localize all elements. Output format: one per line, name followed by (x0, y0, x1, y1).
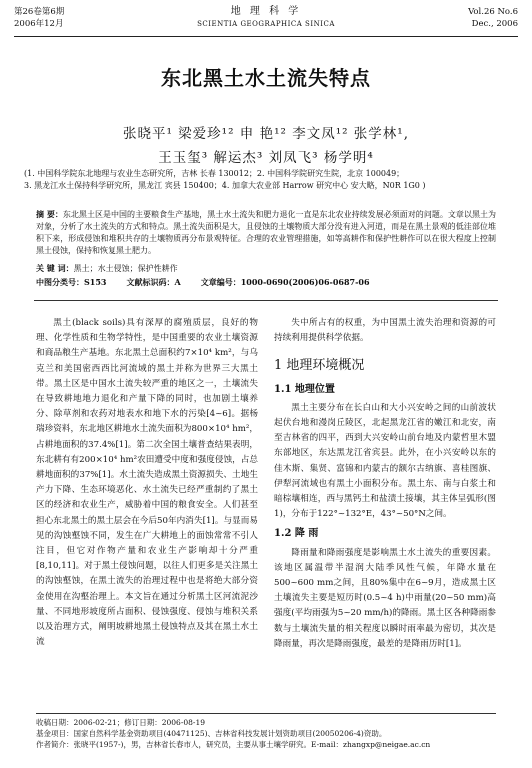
classification-info (36, 276, 496, 288)
funding-info: 基金项目：国家自然科学基金资助项目(40471125)、吉林省科技发展计划资助项目(20050206-4)资助。 (36, 729, 387, 738)
subsection-heading-1-1: 1.1 地理位置 (274, 383, 335, 395)
journal-name (14, 6, 518, 30)
footnotes (36, 713, 496, 750)
keywords-text: 黑土；水土侵蚀；保护性耕作 (73, 264, 178, 273)
body-column-left (36, 316, 258, 650)
journal-name-cn: 地 理 科 学 (230, 6, 302, 17)
abstract (36, 208, 496, 257)
affiliation-line-2: 3. 黑龙江水土保持科学研究所，黑龙江 宾县 150400；4. 加拿大农业部 Harrow 研究中心 安大略，N0R 1G0 ) (24, 181, 426, 190)
subsection-heading-1-2: 1.2 降 雨 (274, 528, 319, 540)
affiliation-line-1: (1. 中国科学院东北地理与农业生态研究所，吉林 长春 130012；2. 中国科学院研究生院，北京 100049； (24, 169, 405, 178)
abstract-label: 摘 要： (36, 209, 63, 219)
date-cn: 2006年12月 (14, 19, 64, 29)
body-column-right (274, 316, 496, 652)
running-header (14, 6, 518, 37)
rainfall-paragraph: 降雨量和降雨强度是影响黑土水土流失的重要因素。该地区属温带半湿润大陆季风性气候，年降水量在500~600 mm之间，且80%集中在6~9月，造成黑土区土壤流失主要是短历时(0.5~4 h)中雨量(20~50 mm)高强度(平均雨强为5~20 mm/h)的降雨。黑土区各种降雨参数与土壤流失量的相关程度以瞬时雨率最为密切，其次是降雨量，再次是降雨强度，最差的是降雨历时[1]。 (274, 547, 496, 649)
volume-number-en: Vol.26 No.6 (468, 7, 518, 17)
location-paragraph: 黑土主要分布在长白山和大小兴安岭之间的山前波状起伏台地和漫岗丘陵区，北起黑龙江省的嫩江和北安，南至吉林省的四平，西到大兴安岭山前台地及内蒙哲里木盟东部地区，东达黑龙江省宾县。此外，在小兴安岭以东的佳木斯、集贤、富锦和内蒙古的额尔古纳旗、喜桂图旗、伊犁河流域也有黑土小面积分布。黑土东、南与白浆土和暗棕壤相连，西与黑钙土和盐渍土接壤，其主体呈弧形(图1)，分布于122°~132°E，43°~50°N之间。 (274, 402, 496, 520)
received-date: 收稿日期：2006-02-21；修订日期：2006-08-19 (36, 718, 205, 727)
document-code: 文献标识码：A (126, 277, 181, 287)
intro-paragraph-continued: 失中所占有的权重，为中国黑土流失治理和资源的可持续利用提供科学依据。 (274, 318, 496, 344)
section-heading-1: 1 地理环境概况 (274, 358, 365, 374)
keywords-label: 关 键 词： (36, 263, 74, 273)
divider (34, 300, 498, 301)
intro-paragraph: 黑土(black soils)具有深厚的腐殖质层，良好的物理、化学性质和生物学特性，是中国重要的农业土壤资源和商品粮生产基地。东北黑土总面积约7×10⁴ km²，与乌克兰和美国密西西比河流域的黑土并称为世界三大黑土带。黑土区是中国水土流失较严重的地区之一，土壤流失在导致耕地地力退化和产量下降的同时，也加剧土壤养分、除草剂和农药对地表水和地下水的污染[4~6]。据杨瑞珍资料，东北地区耕地水土流失面积为800×10⁴ hm²，占耕地面积的37.4%[1]。第二次全国土壤普查结果表明，东北耕有有200×10⁴ hm²农田遭受中度和强度侵蚀，占总耕地面积的37%[1]。水土流失造成黑土资源损失、土地生产力下降、生态环境恶化、水土流失已经严重制约了黑土区的经济和农业生产，威胁着中国的粮食安全。人们甚至担心东北黑土的黑土层会在今后50年内消失[1]。与显而易见的沟蚀壑蚀不同，发生在广大耕地上的面蚀常常不引人注目，但它对作物产量和农业生产影响却十分严重[8,10,11]。对于黑土侵蚀问题，以往人们更多是关注黑土的沟蚀壑蚀，在黑土流失的治理过程中也是将绝大部分资金使用在沟壑治理上。本文旨在通过分析黑土区河流泥沙量、不同地形坡度所占面积、侵蚀强度、侵蚀与堆积关系以及治理方式，阐明坡耕地黑土侵蚀特点及其在黑土水土流 (36, 318, 258, 648)
authors-line-1: 张晓平¹ 梁爱珍¹² 申 艳¹² 李文凤¹² 张学林¹, (122, 126, 410, 142)
paper-title: 东北黑土水土流失特点 (161, 66, 371, 90)
abstract-text: 东北黑土区是中国的主要粮食生产基地，黑土水土流失和肥力退化一直是东北农业持续发展必须面对的问题。文章以黑土为对象，分析了水土流失的方式和特点。黑土流失面积是大，且侵蚀的土壤物质大部分没有进入河道，而是在黑土景观的低洼部位堆积下来，形成侵蚀和堆积共存的土壤物质再分布景观特征。合理的农业管理措施，如等高耕作和保护性耕作可以在很大程度上控制黑土侵蚀，保持和恢复黑土肥力。 (36, 210, 496, 255)
article-number: 文章编号：1000-0690(2006)06-0687-06 (200, 277, 370, 287)
authors-line-2: 王玉玺³ 解运杰³ 刘凤飞³ 杨学明⁴ (158, 150, 374, 166)
author-bio: 作者简介：张晓平(1957-)，男，吉林省长春市人，研究员，主要从事土壤学研究。E-mail：zhangxp@neigae.ac.cn (36, 740, 431, 749)
volume-issue-cn: 第26卷第6期 (14, 7, 65, 17)
journal-name-en: SCIENTIA GEOGRAPHICA SINICA (197, 20, 335, 28)
keywords (36, 262, 496, 275)
volume-issue-en (468, 6, 518, 30)
clc-number: 中图分类号：S153 (36, 277, 107, 287)
date-en: Dec., 2006 (471, 19, 518, 29)
